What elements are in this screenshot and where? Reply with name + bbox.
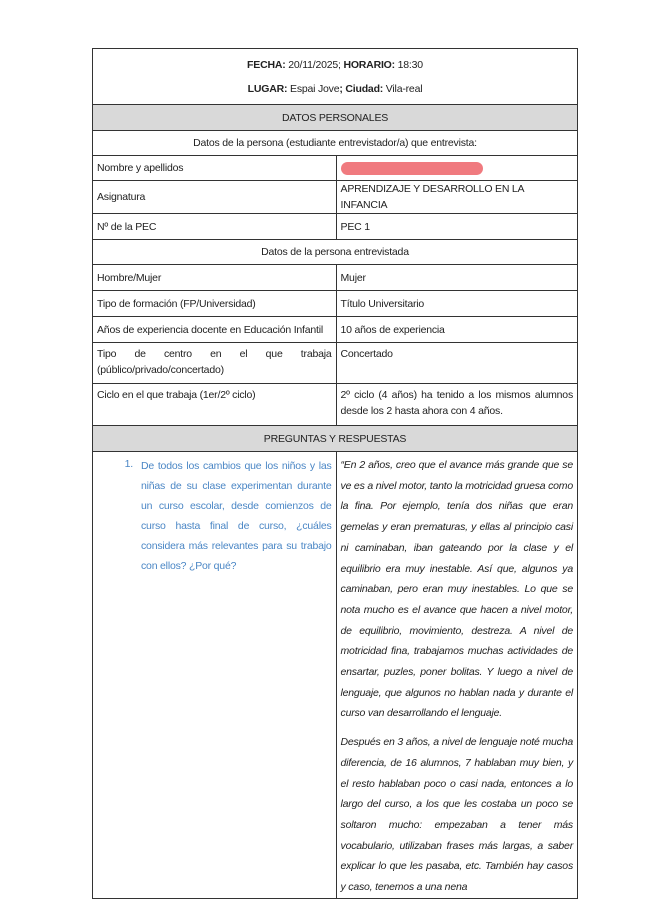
section-preguntas [93,426,578,452]
section-entrevistada [93,240,578,265]
row-value-redacted [336,156,577,181]
row-value: Concertado [336,343,577,384]
row-label: Tipo de formación (FP/Universidad) [93,291,337,317]
interviewee-row-centro [93,343,578,384]
row-label: Ciclo en el que trabaja (1er/2º ciclo) [93,384,337,426]
question-text: De todos los cambios que los niños y las niñas de su clase experimentan durante un curso escolar, desde comienzos de curso hasta final de curso, ¿cuáles considera más relevantes para su trabajo con ellos? ¿Por qué? [141,460,332,572]
interviewee-row-sexo [93,265,578,291]
question-item [97,452,332,576]
student-row-pec [93,214,578,240]
section-datos-personales [93,105,578,131]
section-subtitle: Datos de la persona (estudiante entrevistador/a) que entrevista: [93,131,578,156]
horario-value: 18:30 [394,58,423,71]
row-value: PEC 1 [336,214,577,240]
student-row-asignatura [93,181,578,214]
lugar-label: LUGAR: [247,82,288,95]
fecha-label: FECHA: [247,58,286,71]
row-label-text: Tipo de centro en el que trabaja (público/privado/concertado) [97,348,332,376]
row-label: Años de experiencia docente en Educación Infantil [93,317,337,343]
row-value: APRENDIZAJE Y DESARROLLO EN LA INFANCIA [336,181,577,214]
interviewee-row-ciclo [93,384,578,426]
row-label: Nº de la PEC [93,214,337,240]
section-title: DATOS PERSONALES [93,105,578,131]
horario-label: HORARIO: [343,58,395,71]
redaction-mark [341,162,483,175]
lugar-value: Espai Jove [287,82,340,95]
ciudad-label: ; Ciudad: [339,82,384,95]
row-label [93,343,337,384]
answer-cell [336,452,577,899]
row-label: Asignatura [93,181,337,214]
section-title: PREGUNTAS Y RESPUESTAS [93,426,578,452]
question-number: 1. [124,458,133,470]
interviewee-row-experiencia [93,317,578,343]
section-estudiante [93,131,578,156]
row-label: Hombre/Mujer [93,265,337,291]
interview-form-table [92,48,578,899]
student-row-nombre [93,156,578,181]
row-value: 10 años de experiencia [336,317,577,343]
header-row [93,49,578,105]
qa-row [93,452,578,899]
answer-paragraph: “En 2 años, creo que el avance más grande que se ve es a nivel motor, tanto la motricidad gruesa como la fina. Por ejemplo, tenía dos niñas que eran gemelas y eran prematuras, y ellas al principio casi ni caminaban, iban gateando por la clase y el equilibrio era muy inestable. Así que, algunos ya caminaban, pero eran muy inestables. Lo que se nota mucho es el avance que hacen a nivel motor, de equilibrio, movimiento, destreza. A nivel de motricidad fina, trabajamos muchas actividades de ensartar, puzles, poner bolitas. Y luego a nivel de lenguaje, que algunos no hablan nada y durante el curso van desarrollando el lenguaje. [340,459,573,720]
row-value: 2º ciclo (4 años) ha tenido a los mismos alumnos desde los 2 hasta ahora con 4 años. [336,384,577,426]
ciudad-value: Vila-real [383,82,423,95]
question-cell [93,452,337,899]
row-value: Título Universitario [336,291,577,317]
interviewee-row-formacion [93,291,578,317]
answer-paragraph: Después en 3 años, a nivel de lenguaje noté mucha diferencia, de 16 alumnos, 7 hablaban muy bien, y el resto hablaban poco o casi nada, entonces a lo largo del curso, a los que les costaba un poco se soltaron mucho: empezaban a tener más vocabulario, utilizaban frases más largas, a saber explicar lo que les pasaba, etc. También hay casos y caso, tenemos a una nena [340,736,573,894]
header-cell [93,49,578,105]
row-label: Nombre y apellidos [93,156,337,181]
section-subtitle: Datos de la persona entrevistada [93,240,578,265]
fecha-value: 20/11/2025; [285,58,344,71]
row-value: Mujer [336,265,577,291]
